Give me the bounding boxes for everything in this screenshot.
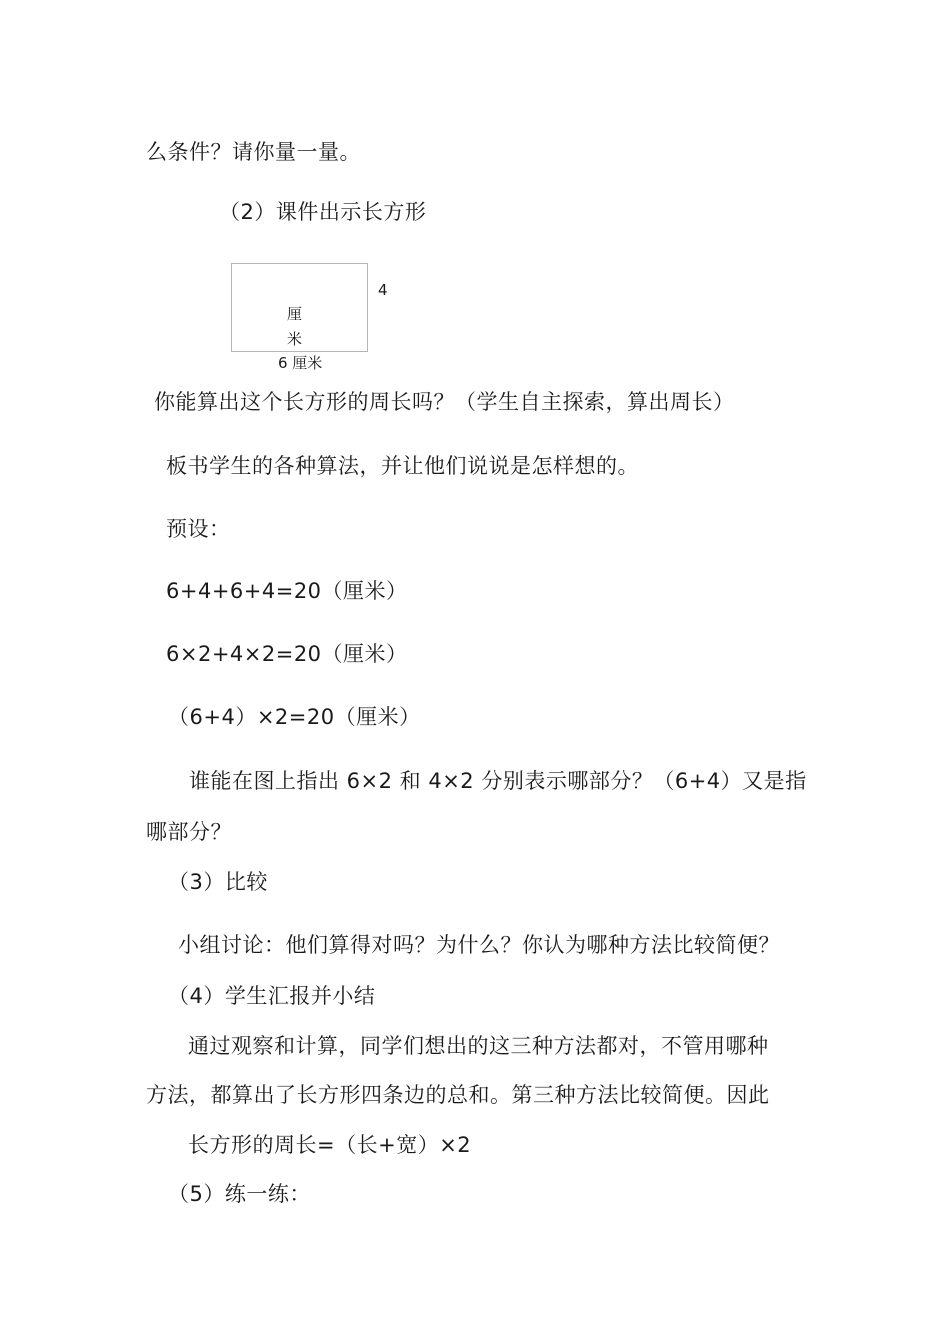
height-number: 4 [378,281,388,299]
text-line-3: 你能算出这个长方形的周长吗？（学生自主探索，算出周长） [154,390,735,414]
text-line-14: 通过观察和计算，同学们想出的这三种方法都对，不管用哪种 [188,1034,769,1058]
text-line-5: 预设： [166,517,231,541]
formula-line-2: 6×2+4×2=20（厘米） [166,642,408,666]
text-line-10: 哪部分？ [146,820,232,844]
text-line-11: （3）比较 [168,870,268,894]
text-line-4: 板书学生的各种算法，并让他们说说是怎样想的。 [166,454,639,478]
width-label: 6 厘米 [278,354,323,372]
text-line-15: 方法，都算出了长方形四条边的总和。第三种方法比较简便。因此 [146,1083,770,1107]
height-unit-line2: 米 [287,330,303,348]
text-line-12: 小组讨论：他们算得对吗？为什么？你认为哪种方法比较简便？ [178,933,780,957]
text-line-17: （5）练一练： [168,1182,311,1206]
text-line-9: 谁能在图上指出 6×2 和 4×2 分别表示哪部分？（6+4）又是指 [189,769,807,793]
text-line-13: （4）学生汇报并小结 [168,984,376,1008]
formula-line-3: （6+4）×2=20（厘米） [168,705,421,729]
formula-perimeter: 长方形的周长=（长+宽）×2 [188,1133,472,1157]
text-line-1: 么条件？请你量一量。 [146,140,361,164]
height-unit-line1: 厘 [287,305,303,323]
formula-line-1: 6+4+6+4=20（厘米） [166,579,408,603]
text-line-2: （2）课件出示长方形 [219,200,427,224]
